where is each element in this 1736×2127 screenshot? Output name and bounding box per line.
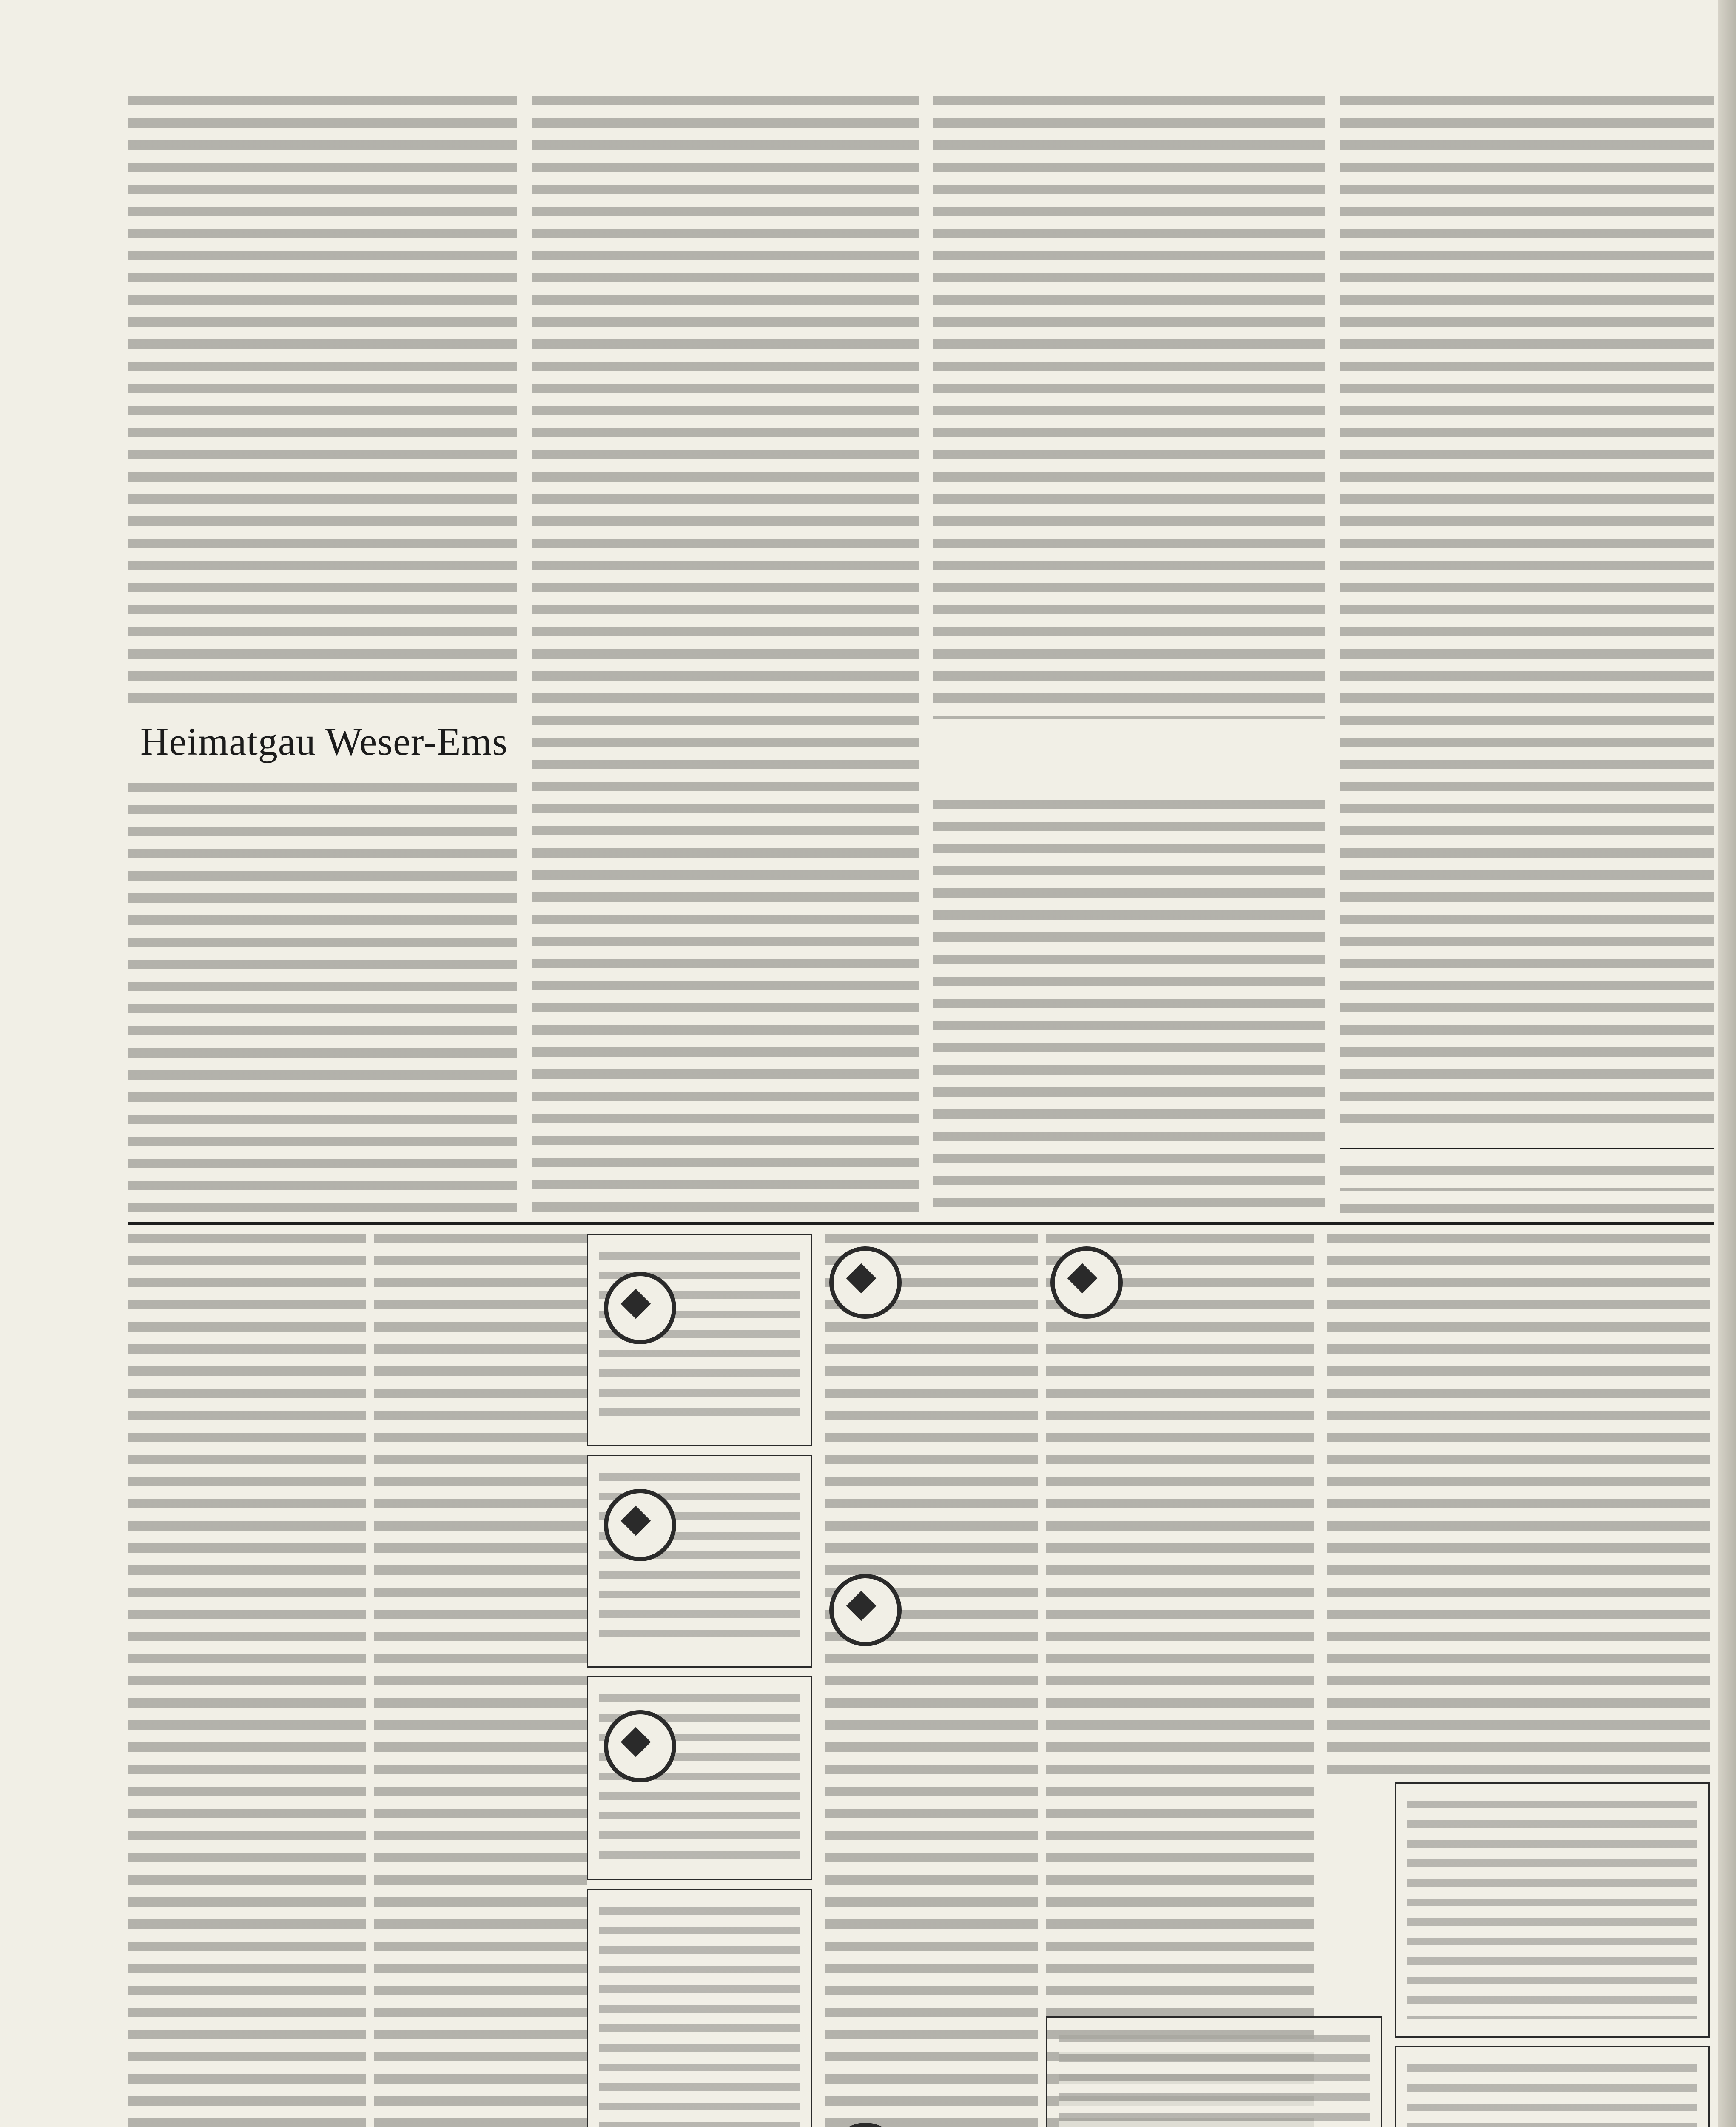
ad-section-rule bbox=[128, 1222, 1714, 1225]
nsdap-emblem-schortens bbox=[829, 1246, 902, 1319]
column-3-article-upper bbox=[933, 96, 1325, 719]
column-1-article-upper bbox=[128, 96, 517, 710]
column-3-article-lower bbox=[933, 800, 1325, 1219]
death-notice-maria-ahlers bbox=[1395, 2046, 1710, 2127]
ad-krieger-kameradschaft-cleverns bbox=[587, 1455, 812, 1668]
column-4-footer-notice bbox=[1340, 1166, 1714, 1191]
column-4-end-rule bbox=[1340, 1148, 1714, 1149]
ad-schuetzenverein-jever bbox=[587, 1676, 812, 1880]
ad-nsfrauenschaft-hohenkirchen bbox=[587, 1234, 812, 1446]
death-notice-ewald-oetken bbox=[1046, 2016, 1382, 2127]
page-edge bbox=[1718, 0, 1736, 2127]
krieger-emblem-sengwarden bbox=[1050, 1246, 1123, 1319]
ads-column-4 bbox=[1046, 1234, 1314, 2127]
nsfrauenschaft-emblem bbox=[604, 1272, 676, 1344]
ads-column-5 bbox=[1327, 1234, 1710, 1774]
ads-column-2 bbox=[374, 1234, 587, 2127]
column-4-articles bbox=[1340, 96, 1714, 1134]
ads-column-1 bbox=[128, 1234, 366, 2127]
column-1-article-lower bbox=[128, 783, 517, 1219]
section-heading-heimatgau: Heimatgau Weser-Ems bbox=[140, 720, 508, 763]
ads-column-3 bbox=[825, 1234, 1038, 2127]
schuetzenverein-emblem bbox=[604, 1710, 676, 1782]
column-2-articles bbox=[532, 96, 919, 1219]
death-notice-johann-mueller bbox=[1395, 1782, 1710, 2038]
nsdap-emblem-hohenkirchen bbox=[829, 1574, 902, 1646]
ad-sparsam-peri-khasana bbox=[587, 1889, 812, 2127]
krieger-emblem bbox=[604, 1489, 676, 1561]
